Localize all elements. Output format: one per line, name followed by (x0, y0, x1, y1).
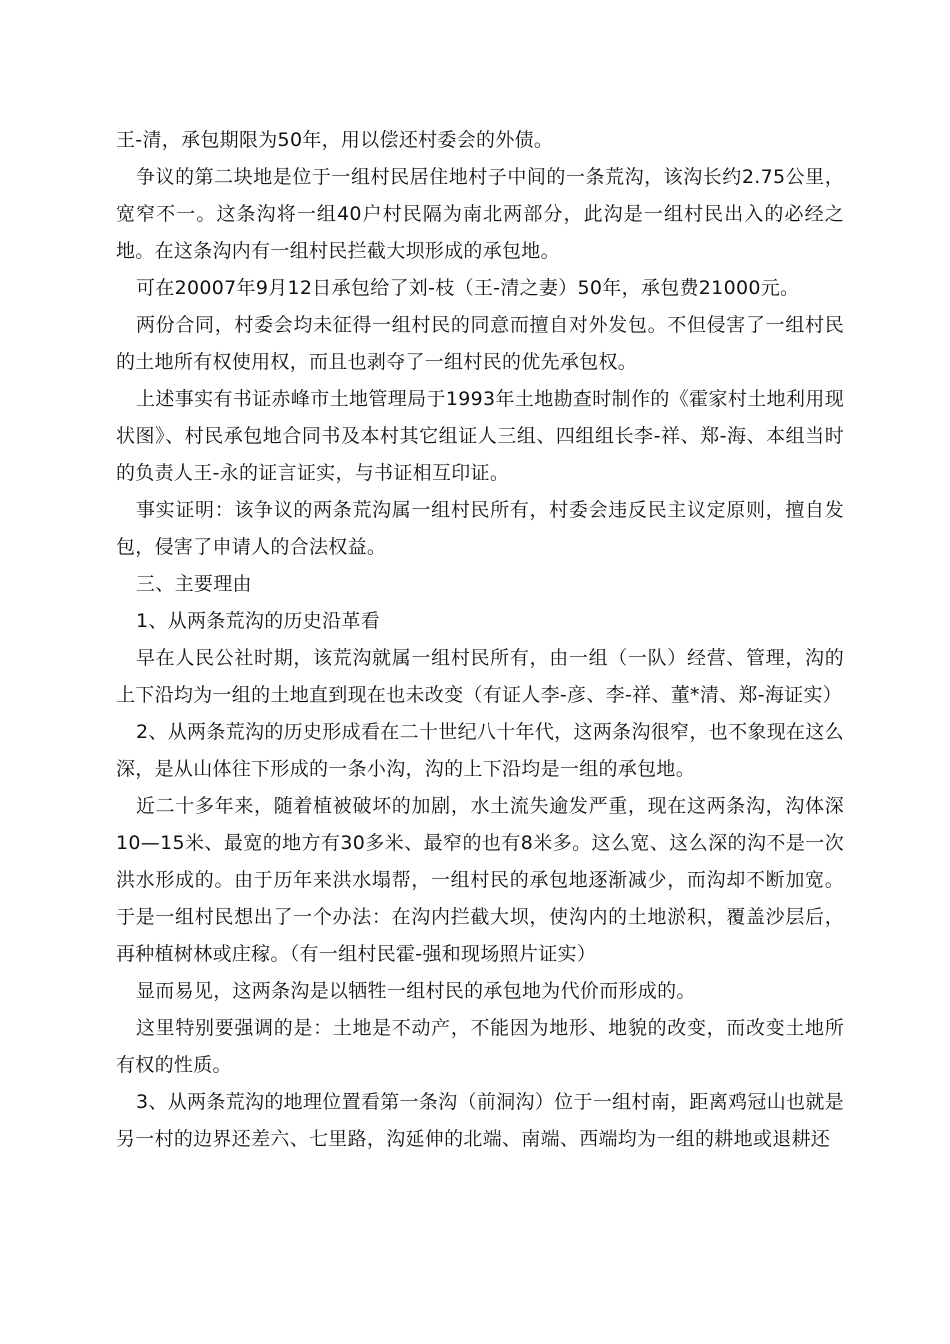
section-heading: 三、主要理由 (136, 573, 252, 595)
paragraph-2: 争议的第二块地是位于一组村民居住地村子中间的一条荒沟，该沟长约2.75公里，宽窄不一。这条沟将一组40户村民隔为南北两部分，此沟是一组村民出入的必经之地。在这条沟内有一组村民拦截大坝形成的承包地。 (116, 166, 844, 262)
paragraph-11: 这里特别要强调的是：土地是不动产，不能因为地形、地貌的改变，而改变土地所有权的性质。 (116, 1017, 844, 1076)
paragraph-4: 两份合同，村委会均未征得一组村民的同意而擅自对外发包。不但侵害了一组村民的土地所有权使用权，而且也剥夺了一组村民的优先承包权。 (116, 314, 844, 373)
paragraph-6: 事实证明：该争议的两条荒沟属一组村民所有，村委会违反民主议定原则，擅自发包，侵害了申请人的合法权益。 (116, 499, 844, 558)
paragraph-5: 上述事实有书证赤峰市土地管理局于1993年土地勘查时制作的《霍家村土地利用现状图》、村民承包地合同书及本村其它组证人三组、四组组长李-祥、郑-海、本组当时的负责人王-永的证言证实，与书证相互印证。 (116, 388, 844, 484)
document-body (116, 122, 844, 1158)
paragraph-10: 显而易见，这两条沟是以牺牲一组村民的承包地为代价而形成的。 (136, 980, 696, 1002)
paragraph-12: 3、从两条荒沟的地理位置看第一条沟（前洞沟）位于一组村南，距离鸡冠山也就是另一村的边界还差六、七里路，沟延伸的北端、南端、西端均为一组的耕地或退耕还 (116, 1091, 844, 1150)
paragraph-7: 早在人民公社时期，该荒沟就属一组村民所有，由一组（一队）经营、管理，沟的上下沿均为一组的土地直到现在也未改变（有证人李-彦、李-祥、董*清、郑-海证实） (116, 647, 844, 706)
paragraph-8: 2、从两条荒沟的历史形成看在二十世纪八十年代，这两条沟很窄，也不象现在这么深，是从山体往下形成的一条小沟，沟的上下沿均是一组的承包地。 (116, 721, 844, 780)
paragraph-3: 可在20007年9月12日承包给了刘-枝（王-清之妻）50年，承包费21000元。 (136, 277, 800, 299)
paragraph-9: 近二十多年来，随着植被破坏的加剧，水土流失逾发严重，现在这两条沟，沟体深10—15米、最宽的地方有30多米、最窄的也有8米多。这么宽、这么深的沟不是一次洪水形成的。由于历年来洪水塌帮，一组村民的承包地逐渐减少，而沟却不断加宽。于是一组村民想出了一个办法：在沟内拦截大坝，使沟内的土地淤积，覆盖沙层后，再种植树林或庄稼。（有一组村民霍-强和现场照片证实） (116, 795, 844, 965)
paragraph-1: 王-清，承包期限为50年，用以偿还村委会的外债。 (116, 129, 554, 151)
subheading-1: 1、从两条荒沟的历史沿革看 (136, 610, 380, 632)
